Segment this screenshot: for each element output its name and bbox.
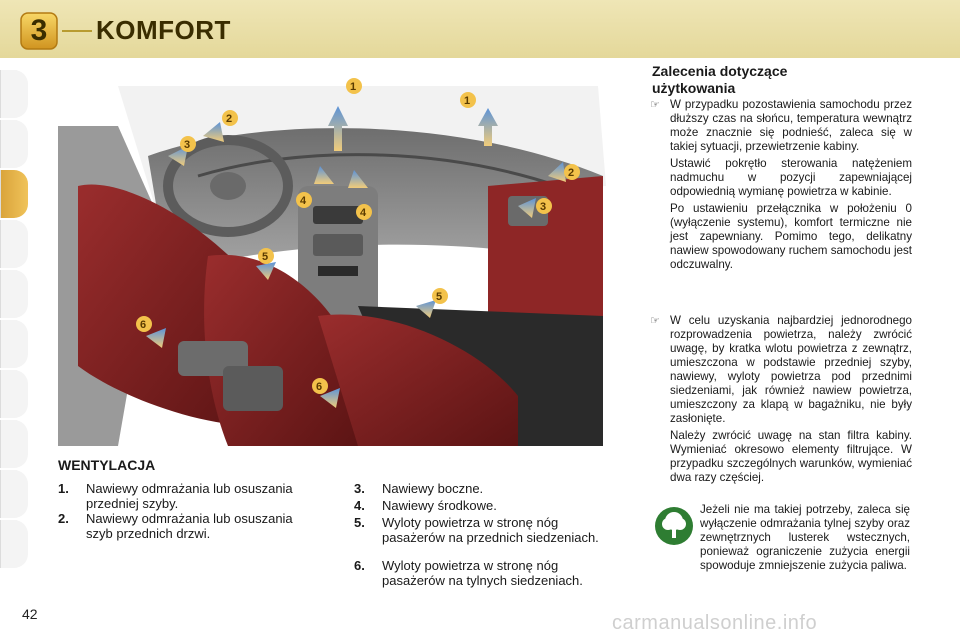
chapter-tab-2[interactable] (0, 120, 28, 168)
paragraph: Należy zwrócić uwagę na stan filtra kabiny. Wymieniać okresowo elementy filtrujące. W przypadku szczególnych warunków, wymieniać dwa razy częściej. (670, 429, 912, 484)
item-text: Wyloty powietrza w stronę nóg pasażerów na tylnych siedzeniach. (382, 558, 583, 588)
item-number: 4. (354, 498, 365, 513)
section-title: KOMFORT (96, 15, 231, 45)
svg-text:6: 6 (316, 381, 323, 393)
item-text: Nawiewy środkowe. (382, 498, 497, 513)
recommendations-heading: Zalecenia dotyczące użytkowania (652, 63, 788, 96)
svg-text:4: 4 (300, 195, 307, 207)
list-item (58, 511, 318, 541)
chapter-tab-1[interactable] (0, 70, 28, 118)
chapter-tab-3-active[interactable] (0, 170, 28, 218)
page-number: 42 (22, 606, 38, 622)
item-text: Nawiewy odmrażania lub osuszania szyb przednich drzwi. (86, 511, 293, 541)
svg-text:3: 3 (540, 201, 547, 213)
list-item (354, 558, 604, 588)
svg-text:5: 5 (436, 291, 443, 303)
recommendation-bullet-2 (650, 314, 912, 488)
watermark: carmanualsonline.info (612, 612, 818, 634)
eco-note (650, 503, 910, 573)
car-interior-illustration (58, 66, 610, 446)
eco-note-text: Jeżeli nie ma takiej potrzeby, zaleca się wyłączenie odmrażania tylnej szyby oraz zewnętrznych lusterek wstecznych, ponieważ ograniczenie zużycia energii spowoduje zmniejszenie zużycia paliwa. (700, 503, 910, 572)
svg-text:6: 6 (140, 319, 147, 331)
list-item (354, 515, 604, 545)
item-number: 5. (354, 515, 365, 530)
chapter-tab-10[interactable] (0, 520, 28, 568)
ventilation-heading: WENTYLACJA (58, 457, 156, 473)
recommendation-bullet-1 (650, 98, 912, 275)
paragraph: W celu uzyskania najbardziej jednorodnego rozprowadzenia powietrza, należy zwrócić uwagę, by kratka wlotu powietrza z zewnątrz, umieszczona w podstawie przedniej szyby, nawiewy, wyloty powietrza pod przednimi siedzeniami, jak również nawiew powietrza, umieszczony za klapą w bagażniku, nie były zasłonięte. (670, 314, 912, 425)
svg-text:2: 2 (568, 167, 575, 179)
svg-text:1: 1 (464, 95, 471, 107)
chapter-number: 3 (30, 14, 48, 47)
list-item (354, 481, 604, 496)
item-number: 2. (58, 511, 69, 526)
chapter-tab-5[interactable] (0, 270, 28, 318)
item-text: Nawiewy boczne. (382, 481, 484, 496)
paragraph: Ustawić pokrętło sterowania natężeniem nadmuchu w pozycji zapewniającej odpowiednią wymianę powietrza w kabinie. (670, 157, 912, 198)
list-item (354, 498, 604, 513)
item-number: 3. (354, 481, 365, 496)
item-text: Nawiewy odmrażania lub osuszania przedniej szyby. (86, 481, 293, 511)
svg-text:4: 4 (360, 207, 367, 219)
svg-text:2: 2 (226, 113, 233, 125)
item-number: 1. (58, 481, 69, 496)
chapter-tab-6[interactable] (0, 320, 28, 368)
chapter-tab-7[interactable] (0, 370, 28, 418)
paragraph: W przypadku pozostawienia samochodu przez dłuższy czas na słońcu, temperatura wewnątrz może znacznie się podnieść, zaleca się w takiej sytuacji, przewietrzenie kabiny. (670, 98, 912, 153)
svg-text:1: 1 (350, 81, 357, 93)
paragraph: Po ustawieniu przełącznika w położeniu 0 (wyłączenie systemu), komfort termiczne nie jest zapewniany. Pomimo tego, delikatny nawiew spowodowany ruchem samochodu jest odczuwalny. (670, 202, 912, 271)
item-number: 6. (354, 558, 365, 573)
chapter-tab-9[interactable] (0, 470, 28, 518)
header-rule (62, 30, 92, 34)
pointing-hand-icon: ☞ (650, 99, 660, 111)
list-item (58, 481, 318, 511)
svg-text:5: 5 (262, 251, 269, 263)
item-text: Wyloty powietrza w stronę nóg pasażerów na przednich siedzeniach. (382, 515, 599, 545)
svg-text:3: 3 (184, 139, 191, 151)
chapter-tab-4[interactable] (0, 220, 28, 268)
chapter-tab-8[interactable] (0, 420, 28, 468)
pointing-hand-icon: ☞ (650, 315, 660, 327)
